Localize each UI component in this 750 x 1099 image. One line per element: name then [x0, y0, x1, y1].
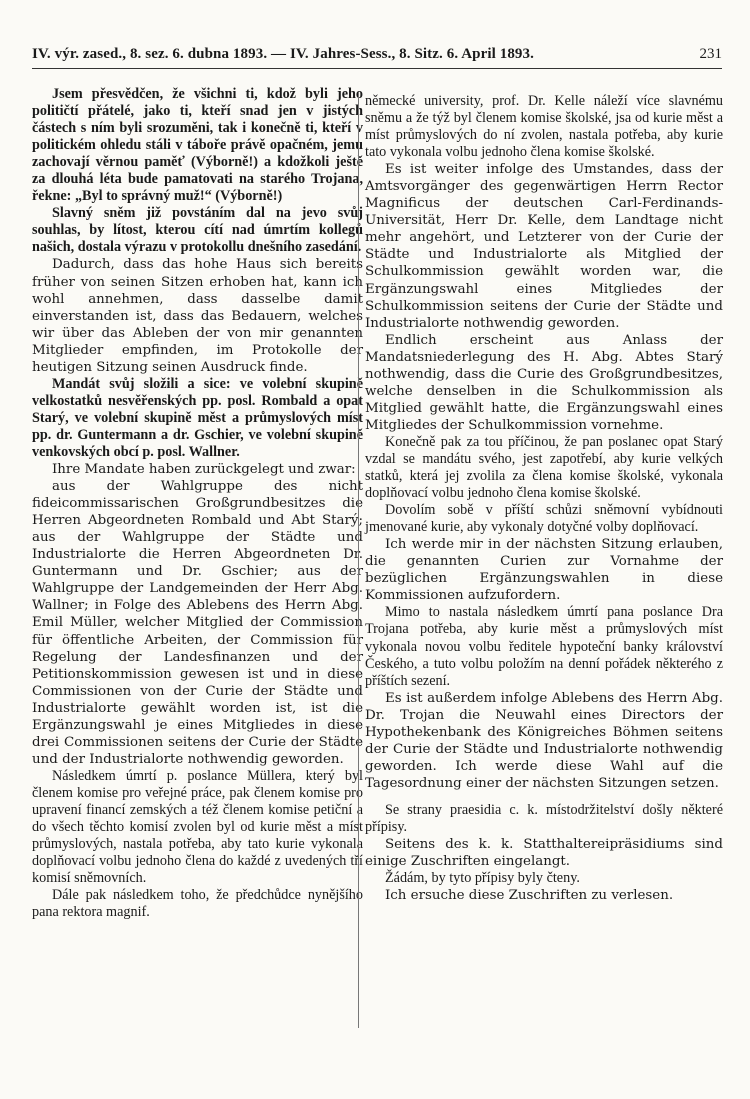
paragraph: Es ist außerdem infolge Ablebens des Herrn Abg. Dr. Trojan die Neuwahl eines Directors der Hypothekenbank des Königreiches Böhmen seitens der Curie der Städte und Industrialorte nothwendig geworden. Ich werde diese Wahl auf die Tagesordnung einer der nächsten Sitzungen setzen.	[365, 690, 723, 791]
paragraph: Slavný sněm již povstáním dal na jevo svůj souhlas, by lítost, kterou cítí nad úmrtím kollegů našich, dostala výrazu v protokollu dnešního zasedání.	[32, 205, 363, 256]
page-header	[32, 42, 722, 69]
paragraph: Seitens des k. k. Statthaltereipräsidiums sind einige Zuschriften eingelangt.	[365, 837, 723, 870]
paragraph: Mandát svůj složili a sice: ve volební skupině velkostatků nesvěřenských pp. posl. Rombald a opat Starý, ve volební skupině měst a průmyslových míst pp. dr. Guntermann a dr. Gschier, ve volební skupině venkovských obcí p. posl. Wallner.	[32, 375, 363, 460]
header-title: IV. výr. zased., 8. sez. 6. dubna 1893. — IV. Jahres-Sess., 8. Sitz. 6. April 1893.	[32, 46, 534, 62]
paragraph: Ich ersuche diese Zuschriften zu verlesen.	[385, 888, 674, 904]
paragraph: Dadurch, dass das hohe Haus sich bereits früher von seinen Sitzen erhoben hat, kann ich wohl annehmen, dass dasselbe damit einverstanden ist, dass das Bedauern, welches wir über das Ableben der von mir genannten Mitglieder empfinden, im Protokolle der heutigen Sitzung seinen Ausdruck finde.	[32, 257, 363, 375]
paragraph: Následkem úmrtí p. poslance Müllera, který byl členem komise pro veřejné práce, pak členem komise pro upravení financí zemských a též členem komise petiční a do všech těchto komisí zvolen byl od kurie měst a míst průmyslových, nastala potřeba, aby tato kurie vykonala doplňovací volbu jednoho člena do každé z uvedených tří komisí sněmovních.	[32, 767, 363, 887]
paragraph: Dovolím sobě v příští schůzi sněmovní vybídnouti jmenované kurie, aby vykonaly dotyčné volby doplňovací.	[365, 502, 723, 536]
page-number: 231	[699, 46, 722, 62]
paragraph: aus der Wahlgruppe des nicht fideicommissarischen Großgrundbesitzes die Herren Abgeordneten Rombald und Abt Starý; aus der Wahlgruppe der Städte und Industrialorte die Herren Abgeordneten Dr. Guntermann und Dr. Gschier; aus der Wahlgruppe der Landgemeinden der Herr Abg. Wallner; in Folge des Ablebens des Herrn Abg. Emil Müller, welcher Mitglied der Commission für öffentliche Arbeiten, der Commission für Regelung der Landesfinanzen und der Petitionskommission gewesen ist und in diese Commissionen von der Curie der Städte und Industrialorte gewählt worden ist, ist die Ergänzungswahl je eines Mitgliedes in diese drei Commissionen seitens der Curie der Städte und der Industrialorte nothwendig geworden.	[32, 479, 363, 767]
paragraph: Dále pak následkem toho, že předchůdce nynějšího pana rektora magnif.	[32, 887, 363, 921]
paragraph: německé university, prof. Dr. Kelle náleží více slavnému sněmu a že týž byl členem komise školské, jsa od kurie měst a míst průmyslových do ní zvolen, nastala potřeba, aby kurie tato vykonala volbu jednoho člena komise školské.	[365, 93, 723, 161]
paragraph: Konečně pak za tou příčinou, že pan poslanec opat Starý vzdal se mandátu svého, jest zapotřebí, aby kurie velkých statků, která jej zvolila za člena komise školské, vykonala doplňovací volbu jednoho člena komise školské.	[365, 433, 723, 502]
paragraph: Ich werde mir in der nächsten Sitzung erlauben, die genannten Curien zur Vornahme der bezüglichen Ergänzungswahlen in diese Kommissionen aufzufordern.	[365, 537, 723, 604]
paragraph: Se strany praesidia c. k. místodržitelství došly některé přípisy.	[365, 801, 723, 835]
paragraph: Endlich erscheint aus Anlass der Mandatsniederlegung des H. Abg. Abtes Starý nothwendig, dass die Curie des Großgrundbesitzes, welche denselben in die Schulkommission als Mitglied gewählt hatte, die Ergänzungswahl eines Mitgliedes der Schulkommission vornehme.	[365, 332, 723, 433]
right-column	[358, 93, 723, 1028]
paragraph: Ihre Mandate haben zurückgelegt und zwar:	[52, 462, 356, 478]
paragraph: Mimo to nastala následkem úmrtí pana poslance Dra Trojana potřeba, aby kurie měst a průmyslových míst vykonala novou volbu ředitele hypoteční banky království Českého, a tuto volbu položím na denní pořádek některého z příštích sezení.	[365, 604, 723, 689]
left-column	[32, 86, 363, 921]
paragraph: Es ist weiter infolge des Umstandes, dass der Amtsvorgänger des gegenwärtigen Herrn Rector Magnificus der deutschen Carl-Ferdinands-Universität, Herr Dr. Kelle, dem Landtage nicht mehr angehört, und Letzterer von der Curie der Städte und Industrialorte als Mitglied der Schulkommission gewählt worden war, die Ergänzungswahl eines Mitgliedes der Schulkommission seitens der Curie der Städte und Industrialorte nothwendig geworden.	[365, 162, 723, 331]
paragraph: Jsem přesvědčen, že všichni ti, kdož byli jeho političtí přátelé, jako ti, kteří snad jen v jistých částech s ním byli srozuměni, tak i konečně ti, kteří v politickém ohledu stáli v táboře právě opačném, jemu zachovají věrnou paměť (Výborně!) a kdožkoli ještě za dlouhá léta bude pamatovati na starého Trojana, řekne: „Byl to správný muž!“ (Výborně!)	[32, 86, 363, 205]
paragraph: Žádám, by tyto přípisy byly čteny.	[385, 870, 580, 887]
